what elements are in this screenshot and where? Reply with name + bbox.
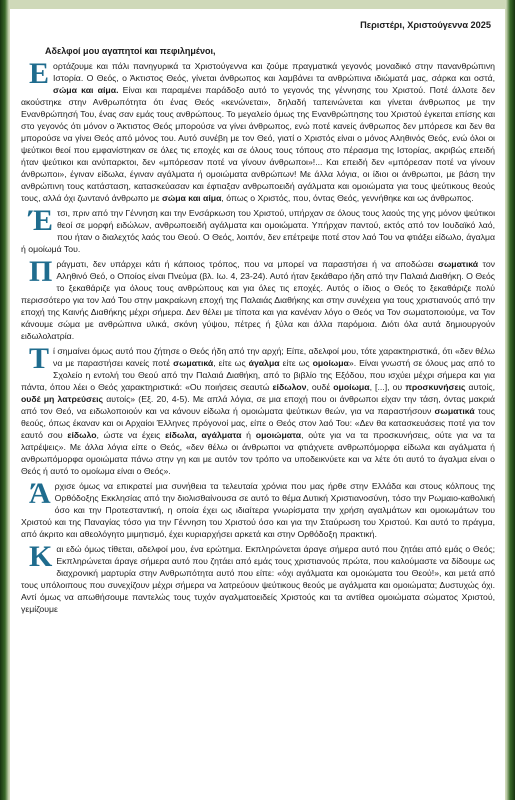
- paragraph: [21, 342, 496, 477]
- emphasized-text: σώμα και αίμα.: [53, 85, 119, 95]
- body-text: ί σημαίνει όμως αυτό που ζήτησε ο Θεός ήδη από την αρχή; Είπε, αδελφοί μου, τότε χαρακτηριστικά, ότι «δεν θέλω να με παραστήσει κανείς ποτέ: [53, 346, 495, 368]
- body-text: τους θεούς, όπως έκαναν και οι Αρχαίοι Έλληνες πρόγονοί μας, είπε ο Θεός στον λαό Του: «Δεν θα κατασκευάσεις ποτέ για τον εαυτό σου: [21, 406, 495, 440]
- emphasized-text: ομοίωμα: [312, 358, 349, 368]
- emphasized-text: προσκυνήσεις: [405, 382, 466, 392]
- body-text: , ουδέ: [306, 382, 334, 392]
- drop-cap-initial: Π: [29, 255, 53, 288]
- drop-cap-initial: Ά: [29, 477, 51, 510]
- place-date-heading: Περιστέρι, Χριστούγεννα 2025: [360, 20, 491, 30]
- body-text: ρχισε όμως να επικρατεί μια συνήθεια τα τελευταία χρόνια που μας ήρθε στην Ελλάδα και στους κόλπους της Ορθόδοξης Εκκλησίας από την διολισθαίνουσα σε αυτό το θέμα Δυτική Χριστιανοσύνη, τόσο την Ρωμαιο-καθολική όσο και την Προτεσταντική, η οποία έχει ως ιδιαίτερα γνωρίσματα την χρήση αγαλμάτων και ομοιωμάτων του Χριστού και της Παναγίας τόσο για την Γέννηση του Χριστού όσο και για την Σταύρωση του Χριστού. Και αυτό το πράγμα, από άκριτο και αθεολόγητο μιμητισμό, έχει κυριαρχήσει αρκετά και στην Ορθόδοξη πρακτική.: [21, 481, 495, 539]
- body-text: ». Είναι γνωστή σε όλους μας από το Σχολείο η εντολή του Θεού από την Παλαιά Διαθήκη, από το βιβλίο της Εξόδου, που ισχύει μέχρι σήμερα και για πάντα, όπου λέει ο Θεός χαρακτηριστικά: «Ου ποιήσεις σεαυτώ: [21, 358, 496, 392]
- emphasized-text: είδωλο: [67, 430, 97, 440]
- greeting-line: Αδελφοί μου αγαπητοί και πεφιλημένοι,: [45, 46, 216, 56]
- paragraph: [21, 204, 495, 255]
- body-text: ορτάζουμε και πάλι πανηγυρικά τα Χριστούγεννα και ζούμε πραγματικά γεγονός μοναδικό στην πανανθρώπινη Ιστορία. Ο Θεός, ο Άκτιστος Θεός, γίνεται άνθρωπος και λαμβάνει τα ανθρώπινα ιδιώματά μας, σάρκα και οστά,: [53, 61, 495, 83]
- body-text: Είναι και παραμένει παράδοξο αυτό το γεγονός της γέννησης του Χριστού. Ποτέ άλλοτε δεν ακούστηκε στην Ανθρωπότητα ότι ένας Θεός «κενώνεται», δηλαδή ταπεινώνεται και γίνεται άνθρωπος με την Ενανθρώπησή Του, ένας σαν εμάς τους ανθρώπους. Το μεγαλείο όμως της Ενανθρώπησης του Χριστού έγκειται επίσης και στο γεγονός ότι μόνον ο Άκτιστος Θεός μπορούσε να γίνει άνθρωπος, ενώ ποτέ κανείς άνθρωπος δεν μπόρεσε και δεν θα μπορούσε να γίνει Θεός από μόνος του. Αυτό συνέβη με τον Θεό, γιατί ο Χριστός είναι ο μόνος Αληθινός Θεός, ενώ όλοι οι ψεύτικοι θεοί που εμφανίστηκαν σε όλες τις εποχές και σε όλους τους τόπους στο πέρασμα της Ιστορίας, ακριβώς επειδή ήταν ψεύτικοι και ανύπαρκτοι, δεν «μπόρεσαν ποτέ να γίνουν άνθρωποι»!... Και επειδή δεν «μπόρεσαν ποτέ να γίνουν άνθρωποι», έγιναν είδωλα, έγιναν αγάλματα ή ομοιώματα ανθρώπων! Με άλλα λόγια, οι ίδιοι οι άνθρωποι, με βάση την ανθρώπινη τους κατάσταση, κατασκεύασαν και έφτιαξαν ανθρωποειδή αγάλματα και ομοιώματα για τους ψεύτικους θεούς τους, αλλά όχι ζωντανό άνθρωπο με: [21, 85, 495, 203]
- body-text: , [...], ου: [369, 382, 406, 392]
- paragraph: [21, 540, 495, 615]
- emphasized-text: είδωλα, αγάλματα: [165, 430, 242, 440]
- emphasized-text: ουδέ μη λατρεύσεις: [21, 394, 104, 404]
- body-text: ράγματι, δεν υπάρχει κάτι ή κάποιος τρόπος, που να μπορεί να παραστήσει ή να αποδώσει: [56, 259, 438, 269]
- body-text: , είτε ως: [213, 358, 249, 368]
- paragraph: [21, 57, 495, 204]
- drop-cap-initial: Τ: [29, 342, 50, 375]
- emphasized-text: ομοιώματα: [255, 430, 302, 440]
- emphasized-text: σωματικά: [438, 259, 479, 269]
- emphasized-text: είδωλον: [272, 382, 307, 392]
- emphasized-text: σώμα και αίμα: [161, 193, 222, 203]
- paragraph: [21, 255, 495, 342]
- body-text: ή: [241, 430, 256, 440]
- body-text: αυτοίς» (Εξ. 20, 4-5). Με απλά λόγια, σε μια εποχή που οι άνθρωποι είχαν την τάση, όντας μακριά από τον Θεό, να ειδωλοποιούν και να κάνουν είδωλα ή ομοιώματα ψεύτικων θεών, για να παραστήσουν: [21, 394, 495, 416]
- body-text: αι εδώ όμως τίθεται, αδελφοί μου, ένα ερώτημα. Εκπληρώνεται άραγε σήμερα αυτό που ζητάει από εμάς ο Θεός; Εκπληρώνεται άραγε σήμερα αυτό που ζητάει από εμάς τους χριστιανούς πρώτα, που καλούμαστε να δίδουμε ως διαχρονική μαρτυρία στην Ανθρωπότητα αυτό που είπε: «όχι αγάλματα και ομοιώματα του Θεού!», και μετά από τους υπόλοιπους που συνεχίζουν μέχρι σήμερα να λατρεύουν ψεύτικους θεούς με αγάλματα και ομοιώματα; Δυστυχώς όχι. Αντί όμως να απωθήσουμε παντελώς τους τυχόν αγαλματοειδείς Χριστούς και τα αντίθεα ομοιώματα σώματος Χριστού, γεμίζουμε: [21, 544, 495, 614]
- body-text: αυτοίς,: [465, 382, 495, 392]
- body-text: , όπως ο Χριστός, που, όντας Θεός, γεννήθηκε και ως άνθρωπος.: [221, 193, 474, 203]
- drop-cap-initial: Κ: [29, 540, 53, 573]
- body-text: , ώστε να έχεις: [96, 430, 166, 440]
- emphasized-text: ομοίωμα: [333, 382, 370, 392]
- drop-cap-initial: Ε: [29, 57, 50, 90]
- emphasized-text: σωματικά: [434, 406, 475, 416]
- body-text: , ούτε για να τα προσκυνήσεις, ούτε για να τα λατρέψεις». Με άλλα λόγια είπε ο Θεός, «δεν θέλω οι άνθρωποι να φτιάχνετε ανθρωπόμορφα είδωλα και αγάλματα ή ανθρωπόμορφα ομοιώματα πάνω στην γη και με αυτόν τον τρόπο να υποδεικνύετε και να λέτε ότι αυτό το άγαλμα είναι ο Θεός ή αυτό το ομοίωμα είναι ο Θεός».: [21, 430, 496, 476]
- body-text: είτε ως: [279, 358, 313, 368]
- emphasized-text: σωματικά: [173, 358, 214, 368]
- emphasized-text: άγαλμα: [248, 358, 280, 368]
- paragraph: [21, 477, 495, 540]
- body-text: τον Αληθινό Θεό, ο Οποίος είναι Πνεύμα (βλ. Ιω. 4, 23-24). Αυτό ήταν ξεκάθαρο ήδη από την Παλαιά Διαθήκη. Ο Θεός το ξεκαθάριζε για όλους τους ανθρώπους και για όλες τις εποχές. Αυτός ο ίδιος ο Θεός το ξεκαθάριζε πολύ περισσότερο για τον λαό Του στην μακραίωνη εποχή της Παλαιάς Διαθήκης και στην συνέχεια για τους χριστιανούς από την εποχή της Καινής Διαθήκης μέχρι σήμερα. Δεν θέλει με τίποτα και για κανέναν λόγο ο Θεός να Τον σωματοποιούμε, να Τον κάνουμε σώμα με ανθρώπινα υλικά, σκόνη γύψου, πέτρες ή ξύλα και άλλα παρόμοια. Διότι όλα αυτά δημιουργούν ειδωλολατρία.: [21, 259, 495, 341]
- drop-cap-initial: Έ: [29, 204, 53, 237]
- body-text: τσι, πριν από την Γέννηση και την Ενσάρκωση του Χριστού, υπήρχαν σε όλους τους λαούς της γης μόνον ψεύτικοι θεοί σε μορφή ειδώλων, ανθρωποειδή αγάλματα και ομοιώματα. Υπήρχαν παντού, εκτός από τον Ιουδαϊκό λαό, που ήταν ο διαλεχτός λαός του Θεού. Ο Θεός, λοιπόν, δεν επέτρεψε ποτέ στον λαό Του να φτιάξει είδωλο, άγαλμα ή ομοίωμά Του.: [21, 208, 495, 254]
- document-page: [10, 9, 505, 800]
- letter-body: [21, 57, 496, 615]
